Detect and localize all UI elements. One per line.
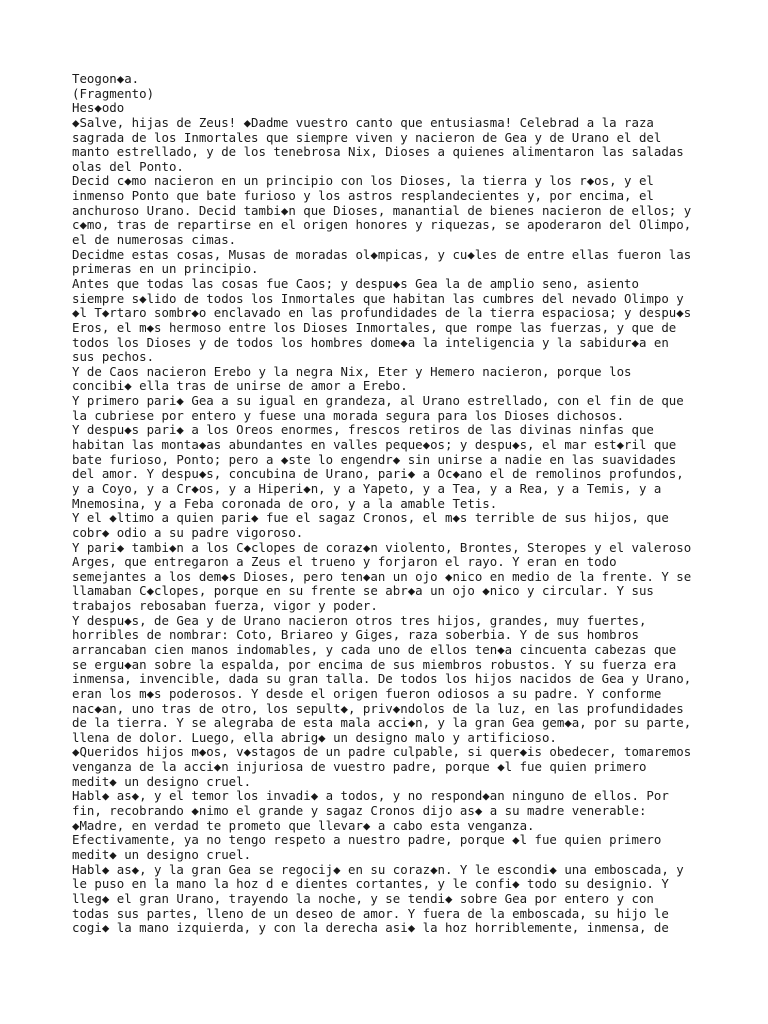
text-line: de la tierra. Y se alegraba de esta mala acci◆n, y la gran Gea gem◆a, por su parte, <box>72 715 692 731</box>
text-line: cobr◆ odio a su padre vigoroso. <box>72 524 304 540</box>
text-line: Habl◆ as◆, y el temor los invadi◆ a todos, y no respond◆an ninguno de ellos. Por <box>72 788 669 804</box>
text-line: inmensa, invencible, dada su gran talla. De todos los hijos nacidos de Gea y Urano, <box>72 671 692 687</box>
text-line: sagrada de los Inmortales que siempre viven y nacieron de Gea y de Urano el del <box>72 129 662 145</box>
text-line: llamaban C◆clopes, porque en su frente se abr◆a un ojo ◆nico y circular. Y sus <box>72 583 654 599</box>
text-line: Mnemosina, y a Feba coronada de oro, y a la amable Tetis. <box>72 495 498 511</box>
text-line: concibi◆ ella tras de unirse de amor a Erebo. <box>72 378 408 394</box>
document-text <box>72 72 712 936</box>
text-line: Y pari◆ tambi◆n a los C◆clopes de coraz◆n violento, Brontes, Steropes y el valeroso <box>72 539 692 555</box>
text-line: eran los m◆s poderosos. Y desde el origen fueron odiosos a su padre. Y conforme <box>72 685 662 701</box>
text-line: le puso en la mano la hoz d e dientes cortantes, y le confi◆ todo su designio. Y <box>72 876 669 892</box>
text-line: sus pechos. <box>72 349 155 365</box>
text-line: ◆l T◆rtaro sombr◆o enclavado en las profundidades de la tierra espaciosa; y despu◆s <box>72 305 692 321</box>
text-line: siempre s◆lido de todos los Inmortales que habitan las cumbres del nevado Olimpo y <box>72 290 684 306</box>
text-line: Eros, el m◆s hermoso entre los Dioses Inmortales, que rompe las fuerzas, y que de <box>72 319 677 335</box>
text-line: primeras en un principio. <box>72 261 259 277</box>
text-line: Arges, que entregaron a Zeus el trueno y forjaron el rayo. Y eran en todo <box>72 554 617 570</box>
text-line: y a Coyo, y a Cr◆os, y a Hiperi◆n, y a Yapeto, y a Tea, y a Rea, y a Temis, y a <box>72 480 662 496</box>
text-line: la cubriese por entero y fuese una morada segura para los Dioses dichosos. <box>72 407 625 423</box>
text-line: medit◆ un designo cruel. <box>72 846 252 862</box>
text-line: bate furioso, Ponto; pero a ◆ste lo engendr◆ sin unirse a nadie en las suavidades <box>72 451 677 467</box>
text-line: el de numerosas cimas. <box>72 232 237 248</box>
text-line: Y despu◆s pari◆ a los Oreos enormes, frescos retiros de las divinas ninfas que <box>72 422 654 438</box>
text-line: ◆Queridos hijos m◆os, v◆stagos de un padre culpable, si quer◆is obedecer, tomaremos <box>72 744 692 760</box>
text-line: todos los Dioses y de todos los hombres dome◆a la inteligencia y la sabidur◆a en <box>72 334 669 350</box>
text-line: Decidme estas cosas, Musas de moradas ol◆mpicas, y cu◆les de entre ellas fueron las <box>72 246 692 262</box>
text-line: trabajos rebosaban fuerza, vigor y poder. <box>72 598 378 614</box>
text-line: fin, recobrando ◆nimo el grande y sagaz Cronos dijo as◆ a su madre venerable: <box>72 803 647 819</box>
text-line: del amor. Y despu◆s, concubina de Urano, pari◆ a Oc◆ano el de remolinos profundos, <box>72 466 684 482</box>
text-line: c◆mo, tras de repartirse en el origen honores y riquezas, se apoderaron del Olimpo, <box>72 217 692 233</box>
text-line: llena de dolor. Luego, ella abrig◆ un designo malo y artificioso. <box>72 729 557 745</box>
text-line: medit◆ un designo cruel. <box>72 773 252 789</box>
text-line: anchuroso Urano. Decid tambi◆n que Dioses, manantial de bienes nacieron de ellos; y <box>72 202 692 218</box>
text-line: Y de Caos nacieron Erebo y la negra Nix, Eter y Hemero nacieron, porque los <box>72 363 632 379</box>
text-line: nac◆an, uno tras de otro, los sepult◆, priv◆ndolos de la luz, en las profundidades <box>72 700 684 716</box>
text-line: Teogon◆a. <box>72 71 140 86</box>
text-line: cogi◆ la mano izquierda, y con la derecha asi◆ la hoz horriblemente, inmensa, de <box>72 920 669 936</box>
text-line: horribles de nombrar: Coto, Briareo y Giges, raza soberbia. Y de sus hombros <box>72 627 639 643</box>
text-line: se ergu◆an sobre la espalda, por encima de sus miembros robustos. Y su fuerza era <box>72 656 677 672</box>
text-line: Y el ◆ltimo a quien pari◆ fue el sagaz Cronos, el m◆s terrible de sus hijos, que <box>72 510 669 526</box>
text-line: olas del Ponto. <box>72 158 184 174</box>
text-line: venganza de la acci◆n injuriosa de vuestro padre, porque ◆l fue quien primero <box>72 759 647 775</box>
text-line: lleg◆ el gran Urano, trayendo la noche, y se tendi◆ sobre Gea por entero y con <box>72 890 654 906</box>
text-line: arrancaban cien manos indomables, y cada uno de ellos ten◆a cincuenta cabezas que <box>72 641 677 657</box>
text-line: todas sus partes, lleno de un deseo de amor. Y fuera de la emboscada, su hijo le <box>72 905 669 921</box>
text-line: Habl◆ as◆, y la gran Gea se regocij◆ en su coraz◆n. Y le escondi◆ una emboscada, y <box>72 861 684 877</box>
text-line: ◆Salve, hijas de Zeus! ◆Dadme vuestro canto que entusiasma! Celebrad a la raza <box>72 114 654 130</box>
text-line: Hes◆odo <box>72 100 125 116</box>
text-line: manto estrellado, y de los tenebrosa Nix, Dioses a quienes alimentaron las saladas <box>72 144 684 160</box>
text-line: Antes que todas las cosas fue Caos; y despu◆s Gea la de amplio seno, asiento <box>72 275 639 291</box>
text-line: Y primero pari◆ Gea a su igual en grandeza, al Urano estrellado, con el fin de que <box>72 393 684 409</box>
text-line: ◆Madre, en verdad te prometo que llevar◆ a cabo esta venganza. <box>72 817 535 833</box>
text-line: (Fragmento) <box>72 85 155 101</box>
text-line: Efectivamente, ya no tengo respeto a nuestro padre, porque ◆l fue quien primero <box>72 832 662 848</box>
text-line: Y despu◆s, de Gea y de Urano nacieron otros tres hijos, grandes, muy fuertes, <box>72 612 647 628</box>
text-line: semejantes a los dem◆s Dioses, pero ten◆an un ojo ◆nico en medio de la frente. Y se <box>72 568 692 584</box>
text-line: inmenso Ponto que bate furioso y los astros resplandecientes y, por encima, el <box>72 188 654 204</box>
text-line: habitan las monta◆as abundantes en valles peque◆os; y despu◆s, el mar est◆ril que <box>72 437 677 453</box>
text-line: Decid c◆mo nacieron en un principio con los Dioses, la tierra y los r◆os, y el <box>72 173 654 189</box>
